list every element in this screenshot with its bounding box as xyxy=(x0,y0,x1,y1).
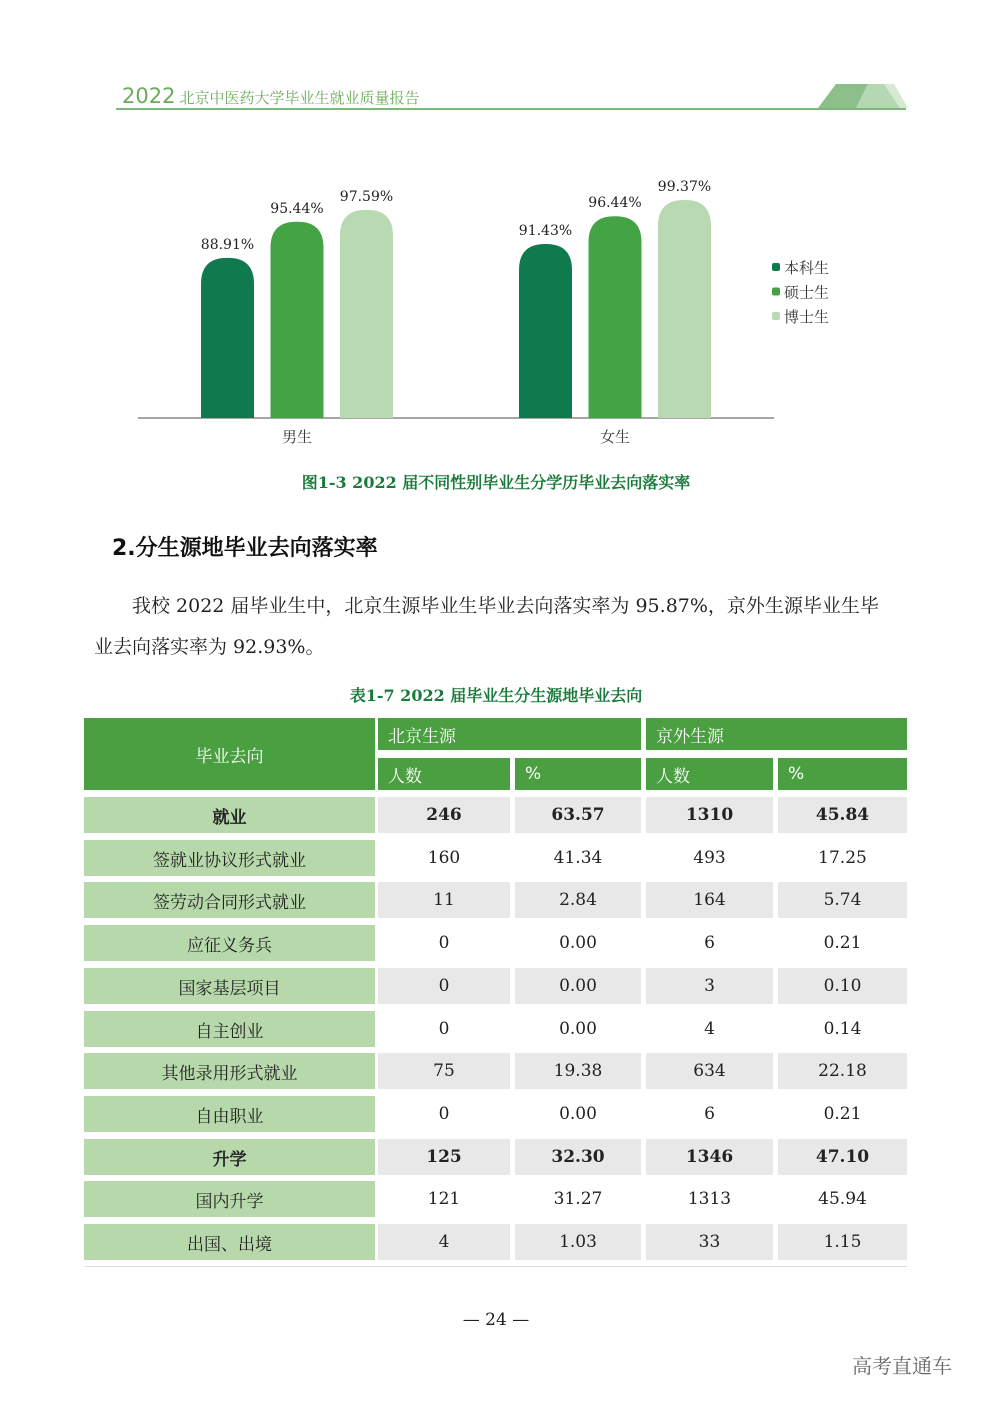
table-cell: 2.84 xyxy=(515,882,641,918)
data-label: 95.44% xyxy=(270,200,324,217)
legend-swatch xyxy=(772,312,780,320)
data-label: 91.43% xyxy=(518,222,573,239)
legend-swatch xyxy=(772,288,780,296)
table-cell: 1346 xyxy=(646,1139,773,1175)
table-cell: 121 xyxy=(378,1181,510,1217)
header-title-text: 北京中医药大学毕业生就业质量报告 xyxy=(179,89,420,107)
table-cell: 1310 xyxy=(646,797,773,833)
row-label: 国家基层项目 xyxy=(84,968,375,1004)
table-corner-header: 毕业去向 xyxy=(84,718,375,790)
table-cell: 17.25 xyxy=(778,840,907,876)
table-cell: 246 xyxy=(378,797,510,833)
table-cell: 0.10 xyxy=(778,968,907,1004)
table-cell: 45.84 xyxy=(778,797,907,833)
table-cell: 0.00 xyxy=(515,925,641,961)
watermark: 高考直通车 xyxy=(852,1354,952,1378)
group-header-beijing: 北京生源 xyxy=(378,718,641,750)
bar xyxy=(519,244,572,418)
section-paragraph xyxy=(94,586,894,668)
paragraph-line-1: 我校 2022 届毕业生中，北京生源毕业生毕业去向落实率为 95.87%，京外生源毕业生毕 xyxy=(132,595,879,617)
table-cell: 63.57 xyxy=(515,797,641,833)
table-cell: 0.00 xyxy=(515,968,641,1004)
table-cell: 0 xyxy=(378,1096,510,1132)
table-cell: 32.30 xyxy=(515,1139,641,1175)
table-cell: 3 xyxy=(646,968,773,1004)
table-cell: 0 xyxy=(378,925,510,961)
bar xyxy=(271,222,324,418)
data-label: 99.37% xyxy=(657,179,712,195)
table-cell: 33 xyxy=(646,1224,773,1260)
sub-header-count: 人数 xyxy=(646,758,773,790)
table-cell: 0.21 xyxy=(778,925,907,961)
table-bottom-rule xyxy=(84,1266,907,1267)
table-cell: 47.10 xyxy=(778,1139,907,1175)
table-cell: 493 xyxy=(646,840,773,876)
bar-chart xyxy=(0,0,992,460)
data-label: 97.59% xyxy=(339,188,394,205)
row-label: 签就业协议形式就业 xyxy=(84,840,375,876)
row-label: 签劳动合同形式就业 xyxy=(84,882,375,918)
legend-label: 硕士生 xyxy=(784,283,830,302)
page-number: — 24 — xyxy=(462,1310,530,1330)
row-label: 自由职业 xyxy=(84,1096,375,1132)
section-title: 2.分生源地毕业去向落实率 xyxy=(112,536,378,561)
category-label: 女生 xyxy=(599,428,631,446)
row-label: 就业 xyxy=(84,797,375,833)
table-cell: 5.74 xyxy=(778,882,907,918)
row-label: 出国、出境 xyxy=(84,1224,375,1260)
table-cell: 164 xyxy=(646,882,773,918)
table-cell: 4 xyxy=(378,1224,510,1260)
sub-header-count: 人数 xyxy=(378,758,510,790)
table-cell: 6 xyxy=(646,1096,773,1132)
sub-header-percent: % xyxy=(515,758,641,790)
table-cell: 19.38 xyxy=(515,1053,641,1089)
chart-caption: 图1-3 2022 届不同性别毕业生分学历毕业去向落实率 xyxy=(301,473,691,492)
table-cell: 0 xyxy=(378,968,510,1004)
sub-header-percent: % xyxy=(778,758,907,790)
bar xyxy=(201,258,254,418)
table-cell: 4 xyxy=(646,1011,773,1047)
legend-label: 本科生 xyxy=(784,259,830,277)
table-cell: 1.15 xyxy=(778,1224,907,1260)
table-cell: 22.18 xyxy=(778,1053,907,1089)
row-label: 升学 xyxy=(84,1139,375,1175)
header-year: 2022 xyxy=(122,84,176,108)
table-cell: 1313 xyxy=(646,1181,773,1217)
bar xyxy=(340,210,393,418)
table-cell: 0.14 xyxy=(778,1011,907,1047)
table-cell: 41.34 xyxy=(515,840,641,876)
legend-label: 博士生 xyxy=(784,308,830,326)
table-cell: 11 xyxy=(378,882,510,918)
category-label: 男生 xyxy=(281,428,313,446)
table-cell: 160 xyxy=(378,840,510,876)
table-cell: 0.21 xyxy=(778,1096,907,1132)
table-cell: 6 xyxy=(646,925,773,961)
row-label: 国内升学 xyxy=(84,1181,375,1217)
bar xyxy=(658,200,711,418)
table-cell: 31.27 xyxy=(515,1181,641,1217)
legend-swatch xyxy=(772,263,780,271)
data-label: 96.44% xyxy=(588,195,642,212)
table-cell: 0 xyxy=(378,1011,510,1047)
table-cell: 75 xyxy=(378,1053,510,1089)
paragraph-line-2: 业去向落实率为 92.93%。 xyxy=(94,636,325,658)
table-cell: 45.94 xyxy=(778,1181,907,1217)
table-cell: 0.00 xyxy=(515,1011,641,1047)
group-header-outside: 京外生源 xyxy=(646,718,907,750)
row-label: 自主创业 xyxy=(84,1011,375,1047)
table-cell: 634 xyxy=(646,1053,773,1089)
table-cell: 0.00 xyxy=(515,1096,641,1132)
data-label: 88.91% xyxy=(200,236,255,253)
row-label: 其他录用形式就业 xyxy=(84,1053,375,1089)
table-cell: 1.03 xyxy=(515,1224,641,1260)
table-caption: 表1-7 2022 届毕业生分生源地毕业去向 xyxy=(349,686,643,705)
table-cell: 125 xyxy=(378,1139,510,1175)
row-label: 应征义务兵 xyxy=(84,925,375,961)
bar xyxy=(589,216,642,418)
